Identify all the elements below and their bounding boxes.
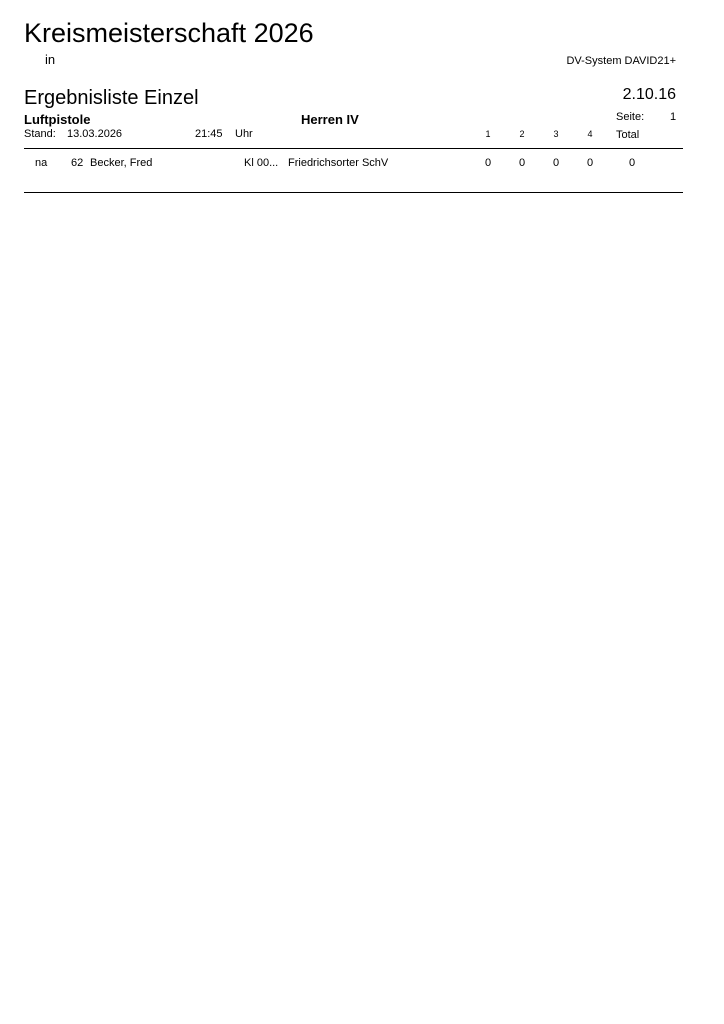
version-number: 2.10.16 [622,86,676,103]
page-number: 1 [670,111,677,123]
rank-cell: na [35,157,48,169]
class-label: Herren IV [301,112,359,127]
stand-label: Stand: [24,128,56,140]
column-header-total: Total [616,129,640,141]
stand-time-unit: Uhr [235,128,253,140]
shooter-name-cell: Becker, Fred [90,157,153,169]
start-number-cell: 62 [71,157,84,169]
column-header-2: 2 [519,129,525,139]
stand-date: 13.03.2026 [67,128,123,140]
column-header-1: 1 [485,129,491,139]
competition-title: Kreismeisterschaft 2026 [24,18,314,48]
column-header-4: 4 [587,129,593,139]
series-3-cell: 0 [552,157,560,169]
club-cell: Friedrichsorter SchV [288,157,389,169]
series-4-cell: 0 [586,157,594,169]
total-cell: 0 [628,157,636,169]
footer-divider [24,192,683,193]
location-prefix: in [45,52,56,67]
header-divider [24,148,683,149]
series-2-cell: 0 [518,157,526,169]
list-title: Ergebnisliste Einzel [24,87,199,109]
column-header-3: 3 [553,129,559,139]
system-name: DV-System DAVID21+ [566,55,676,67]
page-label: Seite: [616,111,645,123]
class-cell: Kl 00... [244,157,279,169]
stand-time: 21:45 [195,128,223,140]
series-1-cell: 0 [484,157,492,169]
discipline-label: Luftpistole [24,112,91,127]
